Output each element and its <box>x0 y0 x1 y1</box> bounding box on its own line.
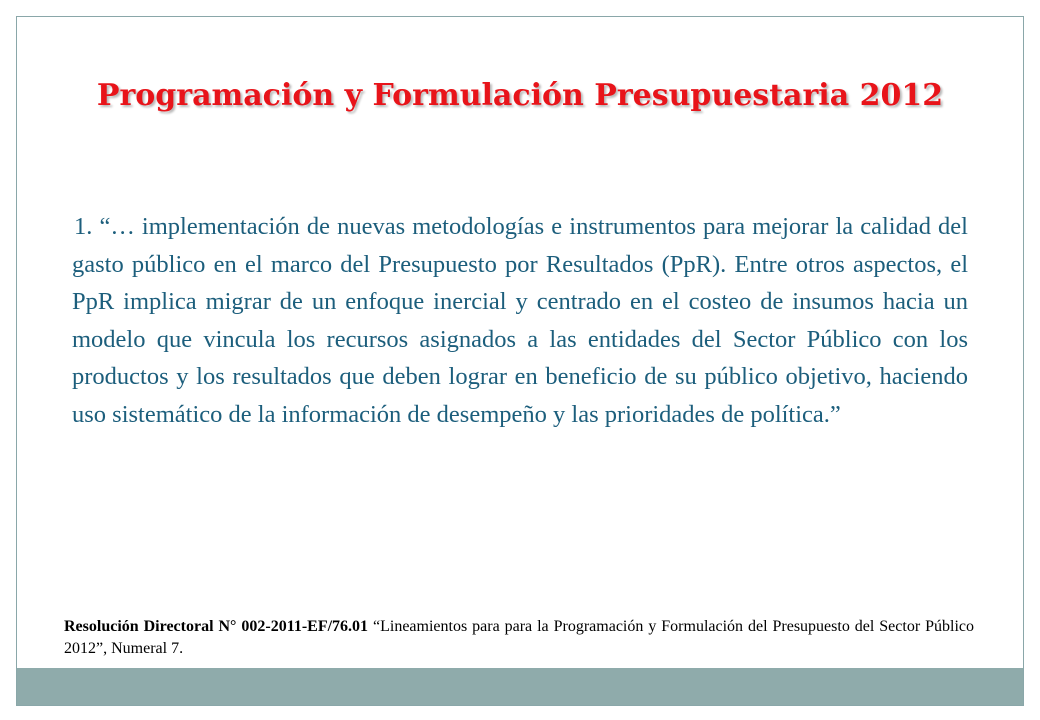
slide-title: Programación y Formulación Presupuestaria 2012 <box>96 78 944 113</box>
citation-reference: Resolución Directoral N° 002-2011-EF/76.01 <box>64 618 369 635</box>
quote-text: “… implementación de nuevas metodologías e instrumentos para mejorar la calidad del gasto público en el marco del Presupuesto por Resultados (PpR). Entre otros aspectos, el PpR implica migrar de un enfoque inercial y centrado en el costeo de insumos hacia un modelo que vincula los recursos asignados a las entidades del Sector Público con los productos y los resultados que deben lograr en beneficio de su público objetivo, haciendo uso sistemático de la información de desempeño y las prioridades de política.” <box>72 213 968 428</box>
quote-paragraph <box>72 208 968 433</box>
citation <box>64 616 974 660</box>
citation-text: “Lineamientos para para la Programación y Formulación del Presupuesto del Sector Público 2012”, Numeral 7. <box>64 618 974 657</box>
footer-bar <box>17 668 1023 705</box>
quote-number: 1. <box>74 213 93 240</box>
